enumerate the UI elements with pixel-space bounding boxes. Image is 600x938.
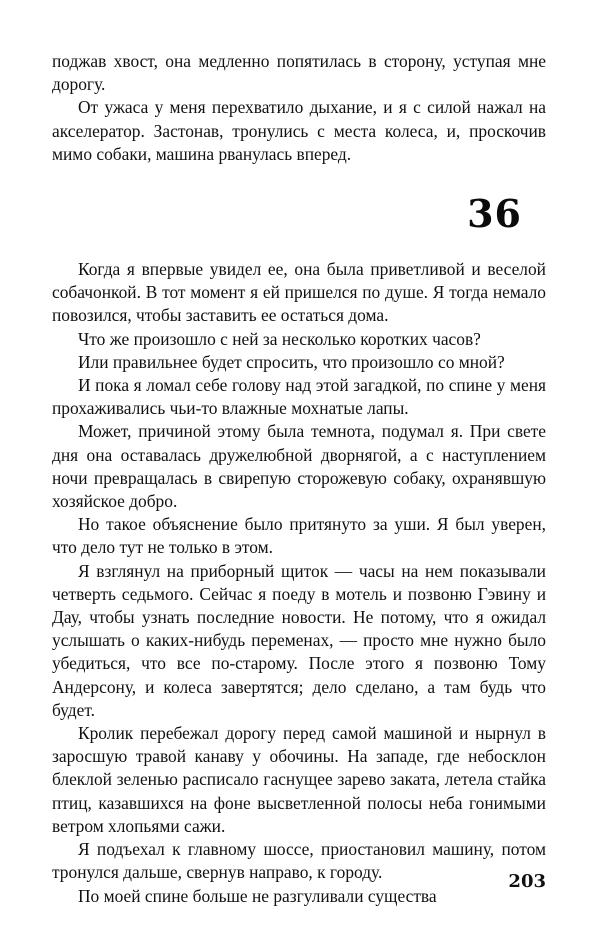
- paragraph: Что же произошло с ней за несколько коротких часов?: [78, 328, 481, 349]
- paragraph: Я подъехал к главному шоссе, приостановил машину, потом тронулся дальше, свернув направо, к городу.: [52, 839, 546, 883]
- paragraph-continued-2: От ужаса у меня перехватило дыхание, и я с силой нажал на акселератор. Застонав, тронулись с места колеса, и, проскочив мимо собаки, машина рванулась вперед.: [52, 97, 546, 164]
- page-body: [52, 50, 546, 920]
- paragraph: Я взглянул на приборный щиток — часы на нем показывали четверть седьмого. Сейчас я поеду в мотель и позвоню Гэвину и Дау, чтобы узнать последние новости. Не потому, что я ожидал услышать о каких-нибудь переменах, — просто мне нужно было убедиться, что все по-старому. После этого я позвоню Тому Андерсону, и колеса завертятся; дело сделано, а там будь что будет.: [52, 560, 546, 720]
- paragraph-continued-1: поджав хвост, она медленно попятилась в сторону, уступая мне дорогу.: [52, 51, 546, 95]
- paragraph: Кролик перебежал дорогу перед самой машиной и нырнул в заросшую травой канаву у обочины. На западе, где небосклон блеклой зеленью расписало гаснущее зарево заката, летела стайка птиц, казавшихся на фоне высветленной полосы неба гонимыми ветром хлопьями сажи.: [52, 723, 546, 836]
- page-number: 203: [508, 871, 546, 892]
- paragraph: Когда я впервые увидел ее, она была приветливой и веселой собачонкой. В тот момент я ей пришелся по душе. Я тогда немало повозился, чтобы заставить ее остаться дома.: [52, 259, 546, 326]
- chapter-number: 36: [467, 191, 522, 237]
- paragraph: Но такое объяснение было притянуто за уши. Я был уверен, что дело тут не только в этом.: [52, 514, 546, 558]
- paragraph: И пока я ломал себе голову над этой загадкой, по спине у меня прохаживались чьи-то влажные мохнатые лапы.: [52, 375, 546, 419]
- paragraph: Или правильнее будет спросить, что произошло со мной?: [78, 351, 505, 372]
- paragraph: Может, причиной этому была темнота, подумал я. При свете дня она оставалась дружелюбной дворнягой, а с наступлением ночи превращалась в свирепую сторожевую собаку, охранявшую хозяйское добро.: [52, 421, 546, 512]
- paragraph: По моей спине больше не разгуливали существа: [78, 885, 437, 906]
